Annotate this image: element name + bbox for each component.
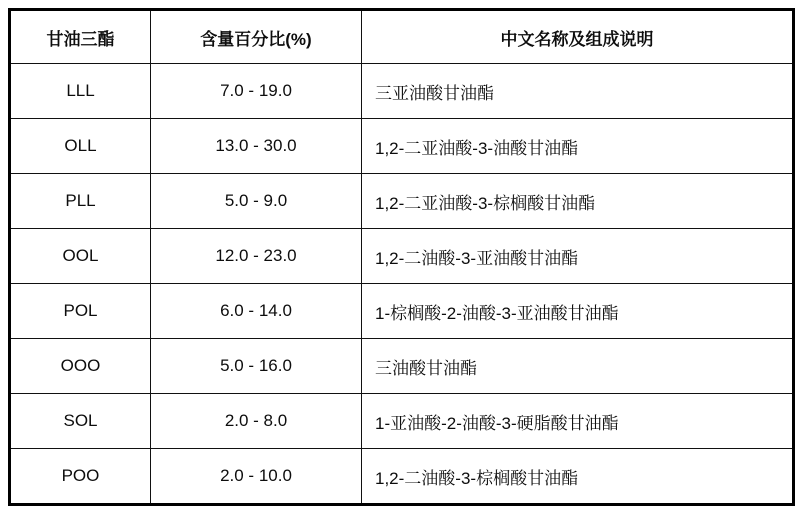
chinese-name: 1,2-二亚油酸-3-油酸甘油酯 — [362, 119, 794, 174]
content-range: 2.0 - 8.0 — [151, 394, 362, 449]
col-header-percentage: 含量百分比(%) — [151, 10, 362, 64]
triglyceride-composition-table — [8, 8, 795, 506]
col-header-chinese-name: 中文名称及组成说明 — [362, 10, 794, 64]
triglyceride-code: PLL — [10, 174, 151, 229]
chinese-name: 三亚油酸甘油酯 — [362, 64, 794, 119]
table-row — [10, 449, 794, 505]
content-range: 6.0 - 14.0 — [151, 284, 362, 339]
content-range: 2.0 - 10.0 — [151, 449, 362, 505]
table-row — [10, 119, 794, 174]
triglyceride-code: OOL — [10, 229, 151, 284]
table-row — [10, 339, 794, 394]
header-row — [10, 10, 794, 64]
chinese-name: 1-亚油酸-2-油酸-3-硬脂酸甘油酯 — [362, 394, 794, 449]
content-range: 7.0 - 19.0 — [151, 64, 362, 119]
chinese-name: 1,2-二油酸-3-棕榈酸甘油酯 — [362, 449, 794, 505]
table-row — [10, 229, 794, 284]
triglyceride-code: POL — [10, 284, 151, 339]
triglyceride-code: SOL — [10, 394, 151, 449]
chinese-name: 1-棕榈酸-2-油酸-3-亚油酸甘油酯 — [362, 284, 794, 339]
content-range: 5.0 - 16.0 — [151, 339, 362, 394]
triglyceride-code: OOO — [10, 339, 151, 394]
triglyceride-code: POO — [10, 449, 151, 505]
triglyceride-code: OLL — [10, 119, 151, 174]
table-row — [10, 174, 794, 229]
content-range: 12.0 - 23.0 — [151, 229, 362, 284]
chinese-name: 三油酸甘油酯 — [362, 339, 794, 394]
chinese-name: 1,2-二油酸-3-亚油酸甘油酯 — [362, 229, 794, 284]
col-header-triglyceride: 甘油三酯 — [10, 10, 151, 64]
table-row — [10, 394, 794, 449]
table-row — [10, 64, 794, 119]
triglyceride-code: LLL — [10, 64, 151, 119]
table-row — [10, 284, 794, 339]
chinese-name: 1,2-二亚油酸-3-棕榈酸甘油酯 — [362, 174, 794, 229]
content-range: 5.0 - 9.0 — [151, 174, 362, 229]
content-range: 13.0 - 30.0 — [151, 119, 362, 174]
